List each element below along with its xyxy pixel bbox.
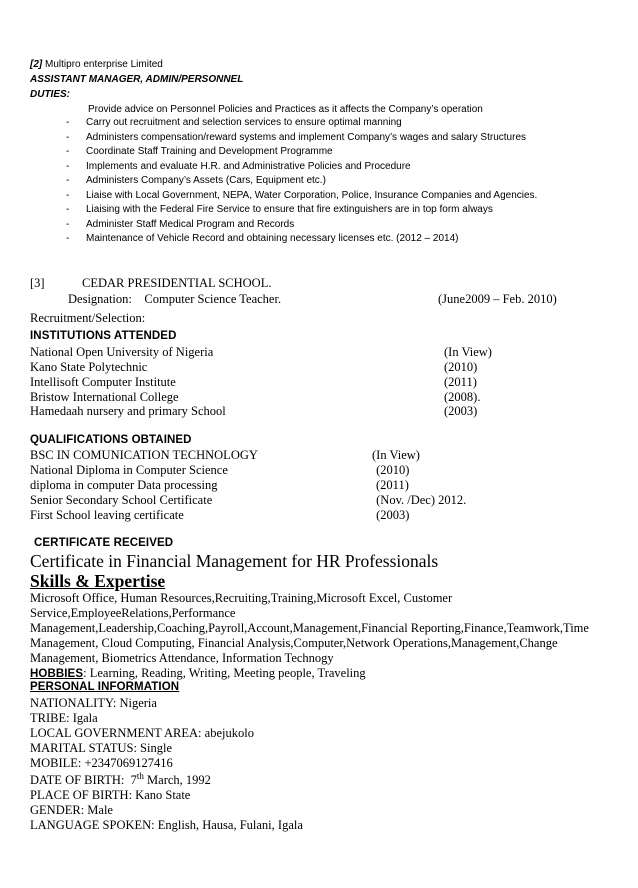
job3-recruitment: Recruitment/Selection: (30, 311, 146, 325)
job2-duty-intro: Provide advice on Personnel Policies and Practices as it affects the Company’s operation (88, 104, 483, 115)
job2-duties-label: DUTIES: (30, 89, 70, 100)
gender: GENDER: Male (30, 803, 113, 817)
qualifications-heading: QUALIFICATIONS OBTAINED (30, 434, 192, 446)
job2-company: Multipro enterprise Limited (42, 59, 163, 70)
certificate-value: Certificate in Financial Management for HR Professionals (30, 551, 439, 571)
duty-item: - Maintenance of Vehicle Record and obtaining necessary licenses etc. (2012 – 2014) (66, 233, 459, 244)
duty-item: - Administer Staff Medical Program and Records (66, 219, 295, 230)
certificate-heading: CERTIFICATE RECEIVED (34, 537, 174, 549)
job3-school: CEDAR PRESIDENTIAL SCHOOL. (82, 276, 272, 290)
duty-item: - Implements and evaluate H.R. and Administrative Policies and Procedure (66, 161, 411, 172)
hobbies-text: : Learning, Reading, Writing, Meeting people, Traveling (83, 666, 366, 680)
institution-row: Bristow International College (2008). (30, 390, 481, 404)
duty-item: - Administers Company’s Assets (Cars, Equipment etc.) (66, 175, 326, 186)
duty-item: - Carry out recruitment and selection services to ensure optimal manning (66, 117, 402, 128)
date-of-birth: DATE OF BIRTH: 7th March, 1992 (30, 770, 211, 787)
job3-dates: (June2009 – Feb. 2010) (438, 292, 557, 306)
job2-number: [2] (30, 59, 43, 70)
hobbies-line (30, 666, 366, 681)
hobbies-label: HOBBIES (30, 668, 84, 680)
institution-row: Intellisoft Computer Institute (2011) (30, 375, 477, 389)
personal-heading: PERSONAL INFORMATION (30, 681, 180, 693)
duty-item: - Liaising with the Federal Fire Service to ensure that fire extinguishers are in top form always (66, 204, 493, 215)
qualification-row: National Diploma in Computer Science (2010) (30, 463, 410, 477)
institutions-heading: INSTITUTIONS ATTENDED (30, 330, 177, 342)
skills-heading: Skills & Expertise (30, 571, 166, 591)
duty-item: - Liaise with Local Government, NEPA, Water Corporation, Police, Insurance Companies and Agencies. (66, 190, 538, 201)
institution-row: National Open University of Nigeria (In View) (30, 345, 492, 359)
job3-designation: Designation: Computer Science Teacher. (68, 292, 282, 306)
institution-row: Hamedaah nursery and primary School (2003) (30, 404, 478, 418)
marital-status: MARITAL STATUS: Single (30, 741, 172, 755)
duty-item: - Coordinate Staff Training and Development Programme (66, 146, 333, 157)
qualification-row: Senior Secondary School Certificate (Nov. /Dec) 2012. (30, 493, 467, 507)
job2-title: ASSISTANT MANAGER, ADMIN/PERSONNEL (30, 74, 244, 85)
mobile: MOBILE: +2347069127416 (30, 756, 173, 770)
tribe: TRIBE: Igala (30, 711, 98, 725)
job2-header (30, 58, 163, 71)
job3-number: [3] (30, 276, 45, 290)
skills-text: Microsoft Office, Human Resources,Recruiting,Training,Microsoft Excel, Customer Service,EmployeeRelations,Performance Management,Leadership,Coaching,Payroll,Account,Management,Financial Reporting,Finance,Teamwork,Time Management, Cloud Computing, Financial Analysis,Computer,Network Operations,Management,Change Management, Biometrics Attendance, Information Technogy (30, 591, 589, 665)
qualification-row: diploma in computer Data processing (2011) (30, 478, 409, 492)
place-of-birth: PLACE OF BIRTH: Kano State (30, 788, 191, 802)
local-government-area: LOCAL GOVERNMENT AREA: abejukolo (30, 726, 254, 740)
qualification-row: BSC IN COMUNICATION TECHNOLOGY (In View) (30, 448, 420, 462)
language-spoken: LANGUAGE SPOKEN: English, Hausa, Fulani, Igala (30, 818, 303, 832)
duty-item: - Administers compensation/reward systems and implement Company’s wages and salary Structures (66, 132, 527, 143)
qualification-row: First School leaving certificate (2003) (30, 508, 410, 522)
nationality: NATIONALITY: Nigeria (30, 696, 157, 710)
institution-row: Kano State Polytechnic (2010) (30, 360, 478, 374)
